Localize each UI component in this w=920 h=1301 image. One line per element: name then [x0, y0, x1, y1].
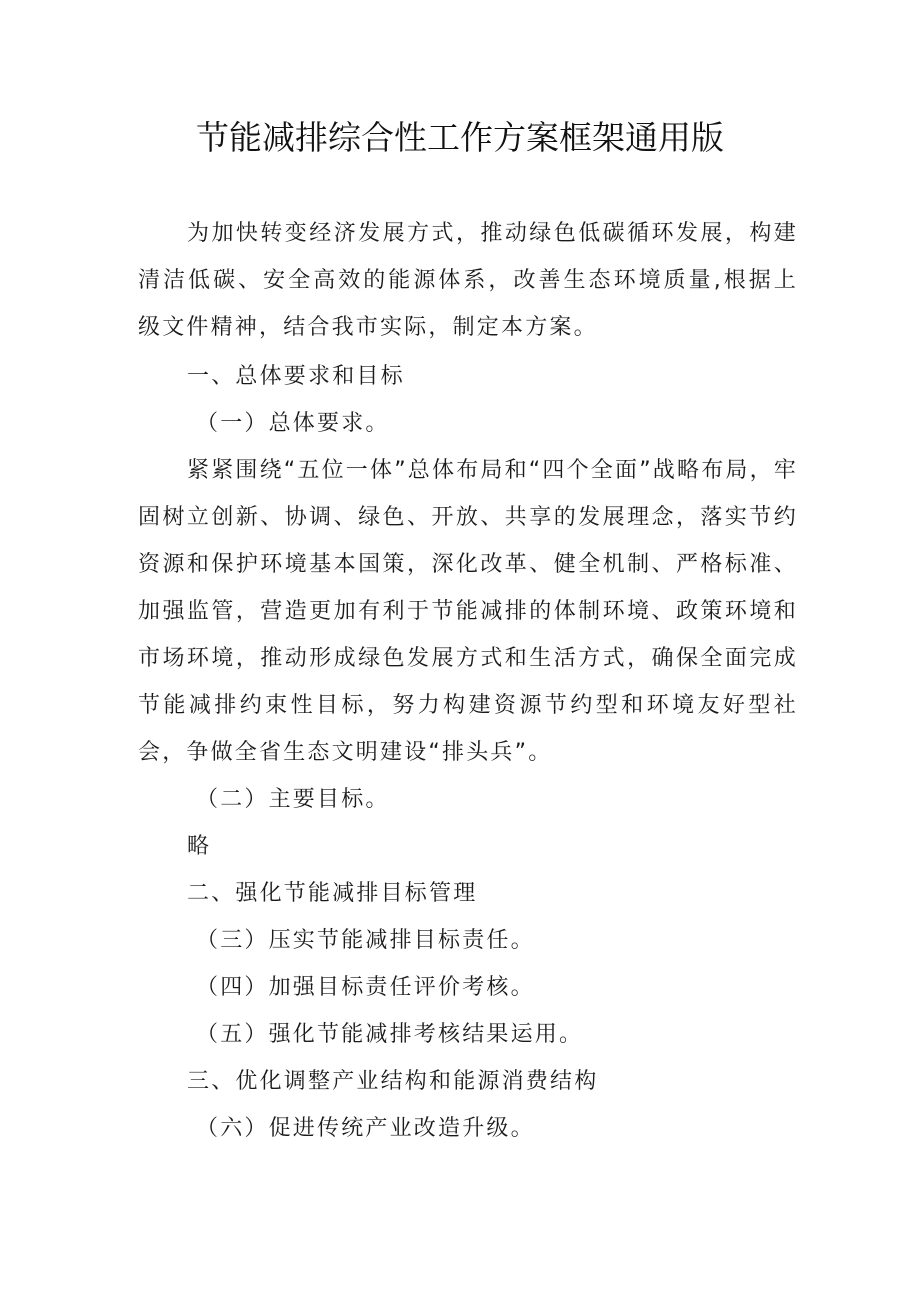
- section-heading-2: 二、强化节能减排目标管理: [187, 881, 478, 906]
- section-heading-1: 一、总体要求和目标: [187, 364, 405, 389]
- document-body: [138, 210, 798, 1152]
- subsection-heading-3: （三）压实节能减排目标责任。: [196, 928, 535, 953]
- subsection-heading-6: （六）促进传统产业改造升级。: [196, 1116, 535, 1141]
- document-title: 节能减排综合性工作方案框架通用版: [196, 118, 724, 157]
- section-heading-3: 三、优化调整产业结构和能源消费结构: [187, 1069, 599, 1094]
- subsection-heading-5: （五）强化节能减排考核结果运用。: [196, 1022, 584, 1047]
- subsection-heading-4: （四）加强目标责任评价考核。: [196, 975, 535, 1000]
- subsection-body-2: 略: [187, 834, 212, 859]
- subsection-body-1: 紧紧围绕“五位一体”总体布局和“四个全面”战略布局，牢固树立创新、协调、绿色、开放、共享的发展理念，落实节约资源和保护环境基本国策，深化改革、健全机制、严格标准、加强监管，营造更加有利于节能减排的体制环境、政策环境和市场环境，推动形成绿色发展方式和生活方式，确保全面完成节能减排约束性目标，努力构建资源节约型和环境友好型社会，争做全省生态文明建设“排头兵”。: [138, 458, 798, 765]
- intro-paragraph: 为加快转变经济发展方式，推动绿色低碳循环发展，构建清洁低碳、安全高效的能源体系，改善生态环境质量,根据上级文件精神，结合我市实际，制定本方案。: [138, 221, 798, 340]
- subsection-heading-1: （一）总体要求。: [196, 411, 390, 436]
- subsection-heading-2: （二）主要目标。: [196, 787, 390, 812]
